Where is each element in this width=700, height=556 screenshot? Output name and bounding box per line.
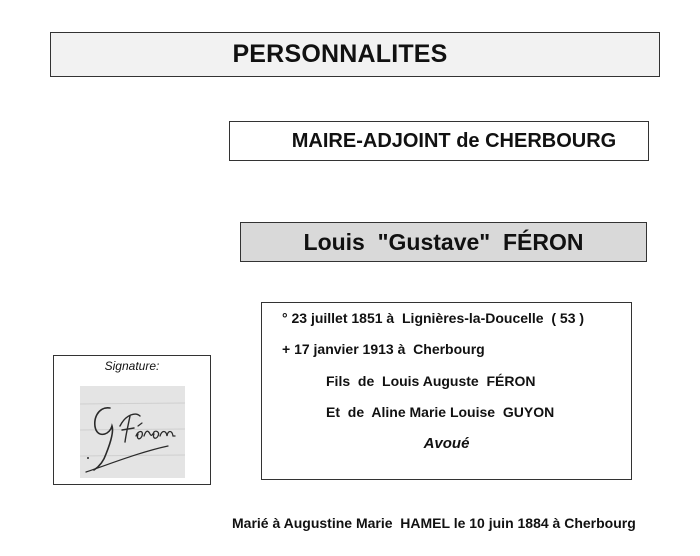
role-title: MAIRE-ADJOINT de CHERBOURG: [291, 129, 617, 152]
father-line: Fils de Louis Auguste FÉRON: [326, 373, 536, 389]
birth-line: ° 23 juillet 1851 à Lignières-la-Doucelle ( 53 ): [282, 310, 585, 326]
signature-image: [80, 386, 185, 478]
death-line: + 17 janvier 1913 à Cherbourg: [282, 341, 485, 357]
mother-line: Et de Aline Marie Louise GUYON: [326, 404, 555, 420]
signature-handwriting-icon: [80, 386, 185, 478]
role-box: [229, 121, 649, 161]
marriage-line: Marié à Augustine Marie HAMEL le 10 juin 1884 à Cherbourg: [232, 515, 636, 531]
page-title: PERSONNALITES: [232, 40, 448, 68]
signature-label: Signature:: [104, 359, 160, 373]
details-box: [261, 302, 632, 480]
signature-box: [53, 355, 211, 485]
profession-line: Avoué: [423, 435, 470, 452]
name-box: [240, 222, 647, 262]
title-box: [50, 32, 660, 77]
person-name: Louis "Gustave" FÉRON: [303, 228, 584, 255]
